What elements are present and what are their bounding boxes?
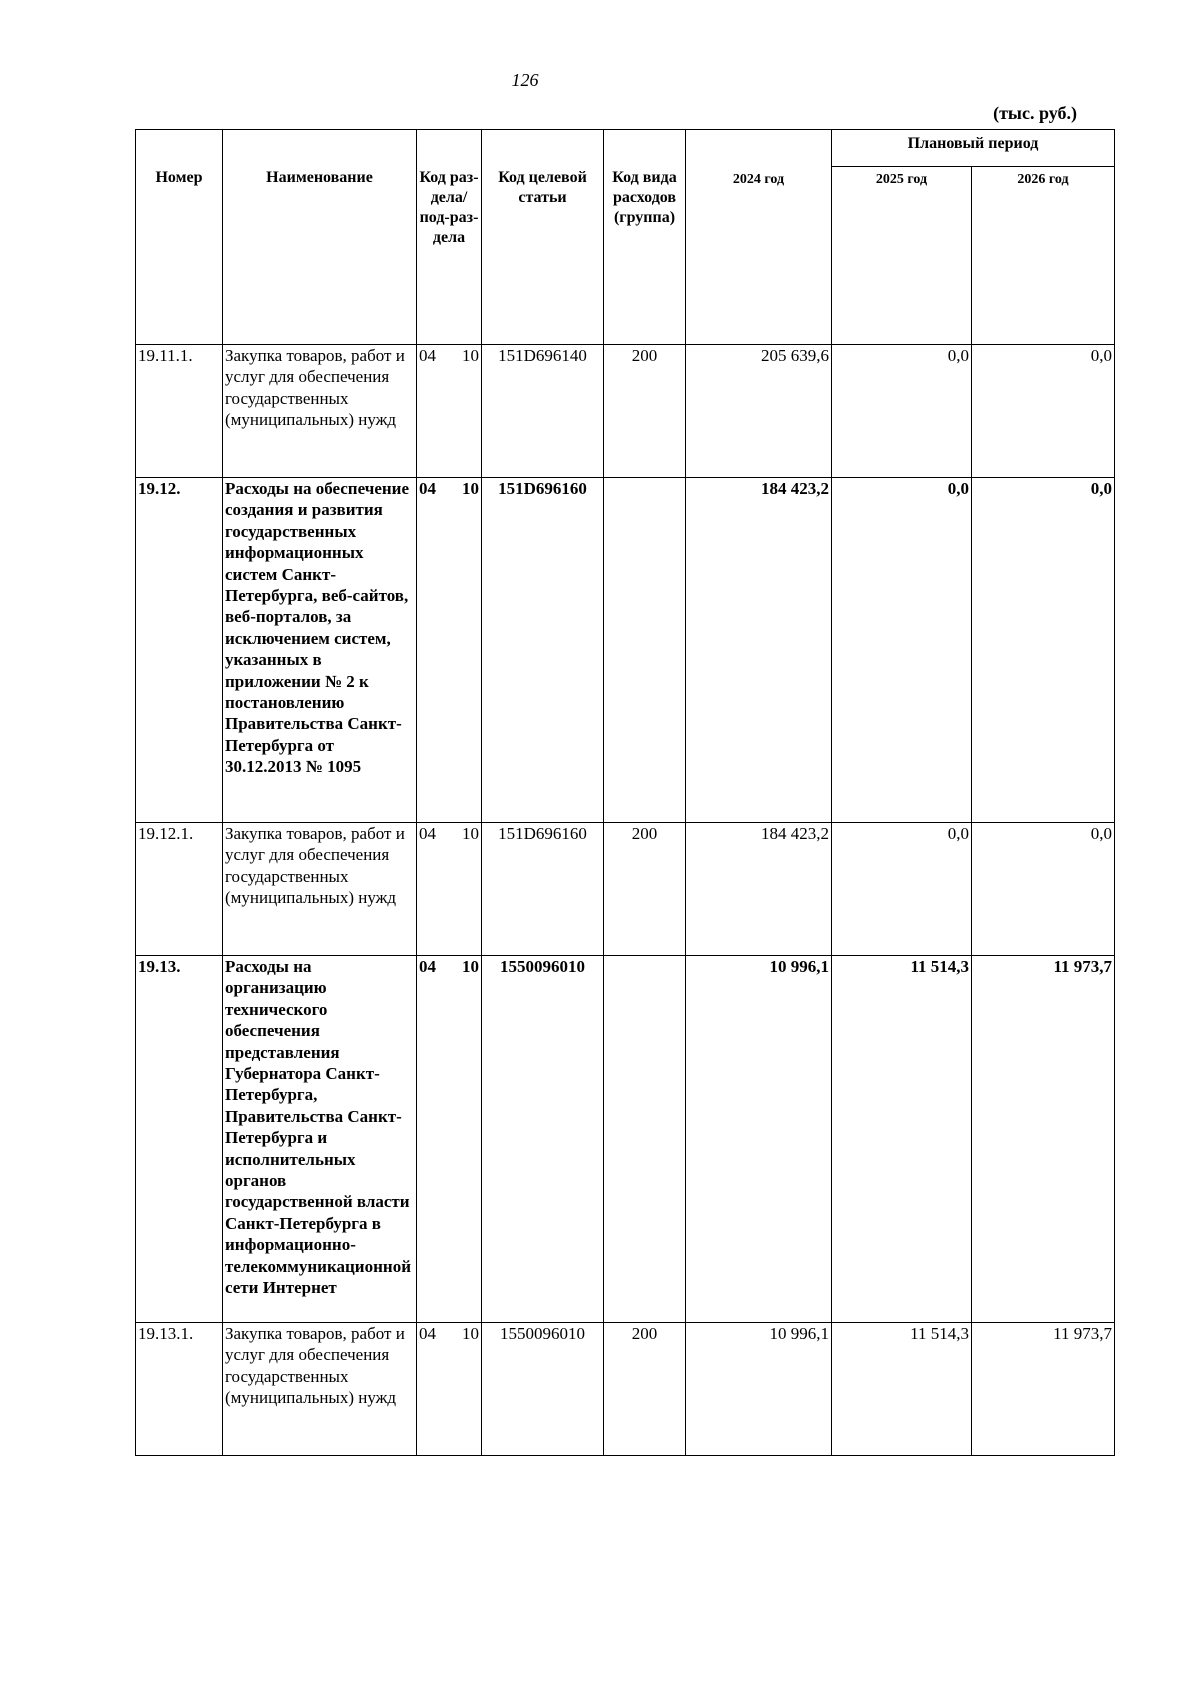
row-subsection: 10 — [462, 824, 479, 843]
row-section-code — [417, 478, 482, 823]
row-number: 19.12. — [136, 478, 223, 823]
row-section: 04 — [419, 346, 436, 365]
row-2024: 10 996,1 — [686, 1323, 832, 1456]
row-number: 19.12.1. — [136, 823, 223, 956]
header-year-2024: 2024 год — [686, 130, 832, 345]
row-expense-type: 200 — [604, 1323, 686, 1456]
row-name: Расходы на обеспечение создания и развития государственных информационных систем Санкт-Петербурга, веб-сайтов, веб-порталов, за исключением систем, указанных в приложении № 2 к постановлению Правительства Санкт-Петербурга от 30.12.2013 № 1095 — [223, 478, 417, 823]
row-2026: 11 973,7 — [972, 1323, 1115, 1456]
row-section: 04 — [419, 824, 436, 843]
row-2026: 0,0 — [972, 478, 1115, 823]
row-subsection: 10 — [462, 346, 479, 365]
table-row — [136, 478, 1115, 823]
row-section-code — [417, 823, 482, 956]
row-target-code: 1550096010 — [482, 956, 604, 1323]
row-2026: 0,0 — [972, 345, 1115, 478]
header-target-code: Код целевой статьи — [482, 130, 604, 345]
header-number: Номер — [136, 130, 223, 345]
header-planned-period: Плановый период — [832, 130, 1115, 167]
row-name: Расходы на организацию технического обеспечения представления Губернатора Санкт-Петербурга, Правительства Санкт-Петербурга и исполнительных органов государственной власти Санкт-Петербурга в информационно-телекоммуникационной сети Интернет — [223, 956, 417, 1323]
row-target-code: 151D696160 — [482, 823, 604, 956]
row-expense-type: 200 — [604, 823, 686, 956]
row-subsection: 10 — [462, 1324, 479, 1343]
row-2025: 0,0 — [832, 345, 972, 478]
row-2024: 184 423,2 — [686, 478, 832, 823]
row-2024: 184 423,2 — [686, 823, 832, 956]
header-expense-type: Код вида расходов (группа) — [604, 130, 686, 345]
row-2024: 205 639,6 — [686, 345, 832, 478]
row-name: Закупка товаров, работ и услуг для обеспечения государственных (муниципальных) нужд — [223, 823, 417, 956]
row-subsection: 10 — [462, 479, 479, 498]
row-name: Закупка товаров, работ и услуг для обеспечения государственных (муниципальных) нужд — [223, 345, 417, 478]
budget-table — [135, 129, 1115, 1456]
row-section: 04 — [419, 957, 436, 976]
row-expense-type: 200 — [604, 345, 686, 478]
table-row — [136, 345, 1115, 478]
row-name: Закупка товаров, работ и услуг для обеспечения государственных (муниципальных) нужд — [223, 1323, 417, 1456]
row-expense-type — [604, 478, 686, 823]
row-number: 19.13. — [136, 956, 223, 1323]
row-2025: 0,0 — [832, 823, 972, 956]
row-section: 04 — [419, 479, 436, 498]
row-2025: 11 514,3 — [832, 956, 972, 1323]
table-row — [136, 956, 1115, 1323]
row-section: 04 — [419, 1324, 436, 1343]
row-2025: 11 514,3 — [832, 1323, 972, 1456]
table-row — [136, 823, 1115, 956]
row-2026: 11 973,7 — [972, 956, 1115, 1323]
header-year-2026: 2026 год — [972, 167, 1115, 345]
row-expense-type — [604, 956, 686, 1323]
row-subsection: 10 — [462, 957, 479, 976]
row-2025: 0,0 — [832, 478, 972, 823]
header-section-code: Код раз-дела/ под-раз-дела — [417, 130, 482, 345]
header-name: Наименование — [223, 130, 417, 345]
row-2026: 0,0 — [972, 823, 1115, 956]
row-2024: 10 996,1 — [686, 956, 832, 1323]
row-number: 19.13.1. — [136, 1323, 223, 1456]
row-target-code: 151D696140 — [482, 345, 604, 478]
row-target-code: 1550096010 — [482, 1323, 604, 1456]
header-year-2025: 2025 год — [832, 167, 972, 345]
row-section-code — [417, 1323, 482, 1456]
table-row — [136, 1323, 1115, 1456]
units-label: (тыс. руб.) — [993, 103, 1077, 123]
row-number: 19.11.1. — [136, 345, 223, 478]
page-number: 126 — [511, 70, 539, 90]
row-section-code — [417, 345, 482, 478]
row-section-code — [417, 956, 482, 1323]
row-target-code: 151D696160 — [482, 478, 604, 823]
